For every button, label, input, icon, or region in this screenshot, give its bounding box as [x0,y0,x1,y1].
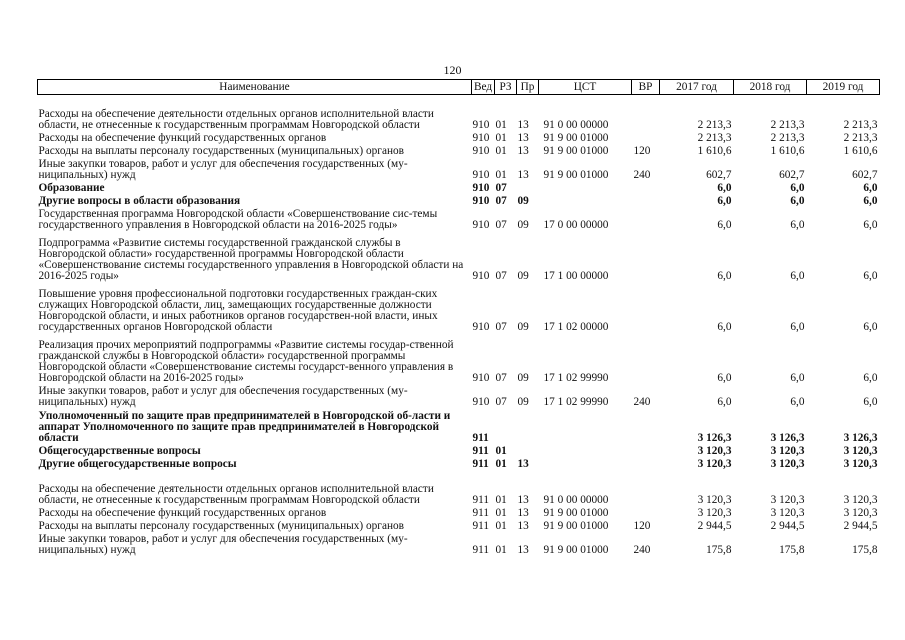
row-name: Расходы на выплаты персоналу государственных (муниципальных) органов [38,145,404,157]
row-2019: 6,0 [863,372,878,384]
row-ved: 910 [472,321,490,333]
row-cst: 17 1 02 99990 [543,372,609,384]
row-rz: 01 [495,145,507,157]
row-2017: 175,8 [706,544,732,556]
row-name: Расходы на выплаты персоналу государственных (муниципальных) органов [38,520,404,532]
row-vr [632,181,660,194]
row-ved: 910 [472,396,490,408]
row-2018: 175,8 [779,544,805,556]
row-vr [632,231,660,282]
row-pr: 09 [517,396,529,408]
row-2019: 602,7 [852,169,878,181]
row-ved: 911 [472,494,490,506]
header-rz: РЗ [495,80,517,95]
row-name: Уполномоченный по защите прав предпринимателей в Новгородской об-ласти и аппарат Уполномоченного по защите прав предпринимателей в Новгородской области [38,410,451,444]
row-2018: 6,0 [790,396,805,408]
row-vr: 240 [633,396,651,408]
row-cst: 91 9 00 01000 [543,169,609,181]
row-rz: 07 [495,270,507,282]
row-rz: 01 [495,119,507,131]
row-name: Расходы на обеспечение функций государственных органов [38,507,327,519]
row-2018: 6,0 [790,182,805,194]
row-rz: 01 [495,132,507,144]
row-2019: 3 120,3 [843,494,878,506]
row-pr [517,181,539,194]
header-vr: ВР [632,80,660,95]
row-ved: 910 [472,145,490,157]
row-2019: 3 120,3 [843,445,878,457]
row-2018: 3 120,3 [770,445,805,457]
table-row [38,333,880,384]
row-name: Иные закупки товаров, работ и услуг для обеспечения государственных (му-ниципальных) нужд [38,158,408,181]
row-2017: 2 944,5 [697,520,732,532]
row-pr: 13 [517,169,529,181]
row-ved: 910 [472,169,490,181]
table-row [38,519,880,532]
row-cst [539,408,632,444]
header-cst: ЦСТ [539,80,632,95]
row-rz: 07 [495,219,507,231]
row-2019: 2 213,3 [843,119,878,131]
table-row [38,408,880,444]
header-pr: Пр [517,80,539,95]
row-cst: 91 0 00 00000 [543,494,609,506]
row-rz: 07 [495,372,507,384]
row-rz: 07 [495,195,507,207]
row-2019: 1 610,6 [843,145,878,157]
row-vr [632,470,660,506]
row-rz: 07 [495,321,507,333]
row-ved: 911 [472,507,490,519]
row-rz: 07 [495,182,507,194]
header-ved: Вед [472,80,495,95]
table-row [38,131,880,144]
row-name: Иные закупки товаров, работ и услуг для обеспечения государственных (му-ниципальных) нужд [38,385,408,408]
table-row [38,457,880,470]
table-row [38,282,880,333]
row-vr [632,333,660,384]
row-ved: 910 [472,182,490,194]
row-ved: 910 [472,132,490,144]
row-2019: 6,0 [863,321,878,333]
table-row [38,532,880,556]
row-ved: 911 [472,544,490,556]
row-2018: 6,0 [790,195,805,207]
row-rz: 01 [495,544,507,556]
row-2017: 3 120,3 [697,458,732,470]
row-ved: 910 [472,219,490,231]
row-2018: 1 610,6 [770,145,805,157]
header-2019: 2019 год [807,80,880,95]
row-2017: 6,0 [717,372,732,384]
table-row [38,231,880,282]
row-2018: 2 213,3 [770,132,805,144]
row-vr: 240 [633,544,651,556]
row-cst: 91 0 00 00000 [543,119,609,131]
row-2017: 6,0 [717,270,732,282]
row-2018: 3 126,3 [770,432,805,444]
row-cst: 17 1 02 00000 [543,321,609,333]
row-2017: 6,0 [717,182,732,194]
table-header-row [38,80,880,95]
table-row [38,95,880,132]
row-2017: 3 120,3 [697,445,732,457]
row-2019: 2 944,5 [843,520,878,532]
row-name: Расходы на обеспечение деятельности отдельных органов исполнительной власти области, не отнесенные к государственным программам Новгородской области [38,483,434,506]
row-vr [632,194,660,207]
row-2019: 175,8 [852,544,878,556]
row-ved: 910 [472,119,490,131]
row-pr: 13 [517,145,529,157]
row-vr: 120 [633,520,651,532]
row-vr [632,282,660,333]
header-name: Наименование [38,80,472,95]
table-row [38,194,880,207]
table-row [38,470,880,506]
row-2017: 3 120,3 [697,494,732,506]
row-2018: 6,0 [790,321,805,333]
row-rz: 07 [495,396,507,408]
header-2018: 2018 год [734,80,807,95]
row-vr [632,131,660,144]
row-rz: 01 [495,169,507,181]
table-row [38,506,880,519]
row-vr [632,95,660,132]
row-rz: 01 [495,520,507,532]
row-ved: 911 [472,520,490,532]
row-2017: 3 126,3 [697,432,732,444]
row-rz [495,408,517,444]
row-pr: 13 [517,507,529,519]
row-2018: 2 213,3 [770,119,805,131]
budget-table [37,79,880,556]
row-pr: 13 [517,132,529,144]
row-vr [632,444,660,457]
row-vr [632,408,660,444]
row-pr: 13 [517,119,529,131]
row-name: Реализация прочих мероприятий подпрограммы «Развитие системы государ-ственной гражданской службы в Новгородской области» государственной программы Новгородской области «Совершенствование системы государст-венного управления в Новгородской области на 2016-2025 годы» [38,339,454,384]
row-2019: 3 120,3 [843,458,878,470]
table-row [38,207,880,231]
row-pr: 09 [517,195,529,207]
row-2018: 6,0 [790,270,805,282]
row-name: Образование [38,182,105,194]
row-vr: 240 [633,169,651,181]
row-cst: 91 9 00 01000 [543,520,609,532]
header-2017: 2017 год [660,80,734,95]
row-pr [517,444,539,457]
row-pr: 13 [517,494,529,506]
row-2017: 6,0 [717,396,732,408]
row-2018: 3 120,3 [770,494,805,506]
row-2017: 602,7 [706,169,732,181]
row-cst: 91 9 00 01000 [543,544,609,556]
row-2017: 6,0 [717,219,732,231]
row-cst [539,444,632,457]
row-2017: 2 213,3 [697,119,732,131]
row-name: Общегосударственные вопросы [38,445,201,457]
row-name: Подпрограмма «Развитие системы государственной гражданской службы в Новгородской области» государственной программы Новгородской области «Совершенствование системы государственного управления в Новгородской области на 2016-2025 годы» [38,237,464,282]
row-name: Другие вопросы в области образования [38,195,241,207]
row-rz: 01 [495,494,507,506]
row-ved: 911 [472,432,489,444]
row-2019: 3 126,3 [843,432,878,444]
row-vr [632,506,660,519]
row-pr: 09 [517,219,529,231]
table-row [38,444,880,457]
row-ved: 911 [472,445,489,457]
row-rz: 01 [495,507,507,519]
row-cst: 17 0 00 00000 [543,219,609,231]
row-ved: 910 [472,270,490,282]
row-pr: 13 [517,544,529,556]
row-pr: 13 [517,458,529,470]
row-2019: 3 120,3 [843,507,878,519]
row-2018: 6,0 [790,372,805,384]
table-row [38,384,880,408]
row-2017: 1 610,6 [697,145,732,157]
row-cst [539,194,632,207]
row-cst: 91 9 00 01000 [543,145,609,157]
row-name: Другие общегосударственные вопросы [38,458,237,470]
row-2019: 6,0 [863,219,878,231]
row-rz: 01 [495,458,507,470]
row-name: Повышение уровня профессиональной подготовки государственных граждан-ских служащих Новгородской области, лиц, замещающих государственные должности Новгородской области, и иных работников органов государствен-ной власти, иных государственных органов Новгородской области [38,288,438,333]
row-name: Иные закупки товаров, работ и услуг для обеспечения государственных (му-ниципальных) нужд [38,533,408,556]
row-2017: 6,0 [717,321,732,333]
row-2017: 3 120,3 [697,507,732,519]
row-name: Государственная программа Новгородской области «Совершенствование сис-темы государственного управления в Новгородской области на 2016-2025 годы» [38,208,438,231]
row-vr [632,207,660,231]
row-2019: 6,0 [863,270,878,282]
row-pr: 09 [517,270,529,282]
row-2018: 3 120,3 [770,458,805,470]
row-cst: 17 1 00 00000 [543,270,609,282]
row-2019: 2 213,3 [843,132,878,144]
row-2019: 6,0 [863,182,878,194]
table-row [38,181,880,194]
row-pr [517,408,539,444]
row-cst: 91 9 00 01000 [543,132,609,144]
row-ved: 910 [472,195,490,207]
table-row [38,144,880,157]
row-2019: 6,0 [863,195,878,207]
row-rz: 01 [495,445,507,457]
row-ved: 911 [472,458,489,470]
row-name: Расходы на обеспечение функций государственных органов [38,132,327,144]
page-number: 120 [443,63,462,77]
row-pr: 09 [517,321,529,333]
row-cst [539,457,632,470]
table-row [38,157,880,181]
row-2018: 602,7 [779,169,805,181]
row-cst: 91 9 00 01000 [543,507,609,519]
row-2017: 2 213,3 [697,132,732,144]
row-2017: 6,0 [717,195,732,207]
row-2018: 2 944,5 [770,520,805,532]
row-vr [632,457,660,470]
row-cst [539,181,632,194]
row-cst: 17 1 02 99990 [543,396,609,408]
row-vr: 120 [633,145,651,157]
row-pr: 09 [517,372,529,384]
row-pr: 13 [517,520,529,532]
row-ved: 910 [472,372,490,384]
row-2018: 3 120,3 [770,507,805,519]
row-2018: 6,0 [790,219,805,231]
row-2019: 6,0 [863,396,878,408]
row-name: Расходы на обеспечение деятельности отдельных органов исполнительной власти области, не отнесенные к государственным программам Новгородской области [38,108,434,131]
